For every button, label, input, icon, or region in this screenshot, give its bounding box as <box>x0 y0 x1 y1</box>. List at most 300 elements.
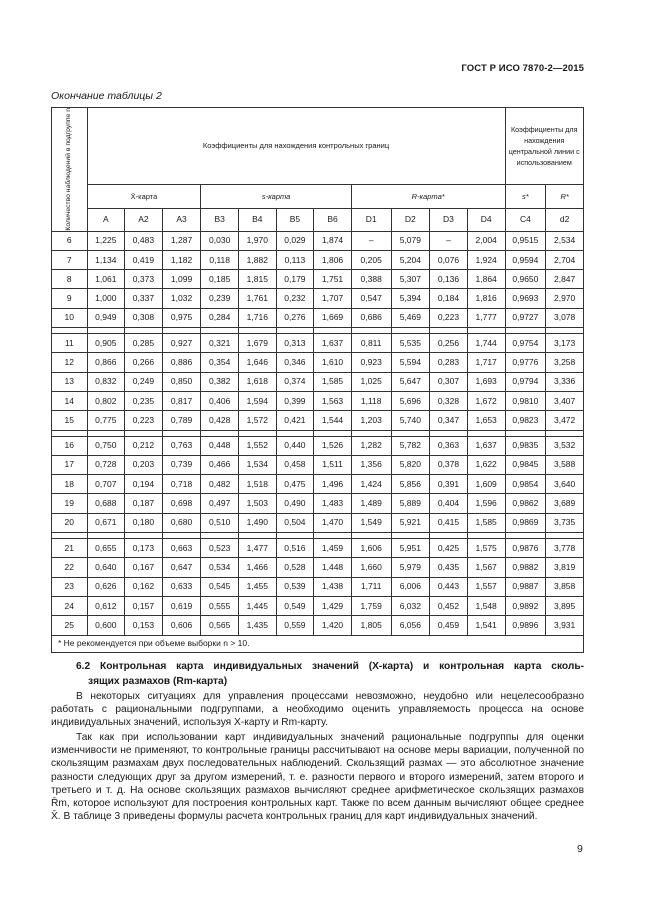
value-cell: 2,847 <box>546 270 584 289</box>
value-cell: 0,9727 <box>505 308 546 327</box>
value-cell: 0,707 <box>87 475 125 494</box>
value-cell: 1,777 <box>467 308 505 327</box>
value-cell: 0,406 <box>201 391 239 410</box>
value-cell: 0,346 <box>276 353 314 372</box>
value-cell: 0,428 <box>201 411 239 430</box>
value-cell: 0,347 <box>430 411 468 430</box>
value-cell: 3,689 <box>546 494 584 513</box>
value-cell: 5,889 <box>391 494 430 513</box>
value-cell: 1,534 <box>239 455 277 474</box>
value-cell: 0,284 <box>201 308 239 327</box>
value-cell: 2,004 <box>467 231 505 250</box>
value-cell: 0,354 <box>201 353 239 372</box>
value-cell: 6,006 <box>391 577 430 596</box>
s-chart-header: s-карта <box>201 184 351 208</box>
value-cell: 1,549 <box>351 513 391 532</box>
value-cell: 0,308 <box>125 308 163 327</box>
value-cell: 1,459 <box>314 539 352 558</box>
value-cell: 0,167 <box>125 558 163 577</box>
value-cell: 0,811 <box>351 334 391 353</box>
row-n-cell: 10 <box>52 308 88 327</box>
value-cell: 0,435 <box>430 558 468 577</box>
value-cell: 1,489 <box>351 494 391 513</box>
value-cell: 0,9650 <box>505 270 546 289</box>
value-cell: 1,596 <box>467 494 505 513</box>
value-cell: 0,283 <box>430 353 468 372</box>
value-cell: 1,716 <box>239 308 277 327</box>
value-cell: 0,076 <box>430 250 468 269</box>
value-cell: 0,030 <box>201 231 239 250</box>
value-cell: 1,622 <box>467 455 505 474</box>
value-cell: 0,153 <box>125 616 163 635</box>
table-row <box>52 270 584 289</box>
value-cell: 0,763 <box>162 436 201 455</box>
value-cell: 0,640 <box>87 558 125 577</box>
table-row <box>52 436 584 455</box>
value-cell: 0,184 <box>430 289 468 308</box>
value-cell: 5,307 <box>391 270 430 289</box>
value-cell: 0,382 <box>201 372 239 391</box>
value-cell: 0,671 <box>87 513 125 532</box>
row-n-cell: 15 <box>52 411 88 430</box>
table-row <box>52 308 584 327</box>
value-cell: 0,374 <box>276 372 314 391</box>
value-cell: 0,547 <box>351 289 391 308</box>
value-cell: 1,717 <box>467 353 505 372</box>
value-cell: 0,647 <box>162 558 201 577</box>
value-cell: 0,905 <box>87 334 125 353</box>
table-row <box>52 455 584 474</box>
value-cell: 0,162 <box>125 577 163 596</box>
column-symbol: B6 <box>314 208 352 231</box>
row-n-cell: 16 <box>52 436 88 455</box>
value-cell: 2,970 <box>546 289 584 308</box>
value-cell: 0,9810 <box>505 391 546 410</box>
row-n-cell: 8 <box>52 270 88 289</box>
value-cell: 1,511 <box>314 455 352 474</box>
value-cell: 0,9776 <box>505 353 546 372</box>
value-cell: 0,600 <box>87 616 125 635</box>
value-cell: 0,619 <box>162 596 201 615</box>
value-cell: 0,9882 <box>505 558 546 577</box>
table-row <box>52 616 584 635</box>
value-cell: 0,328 <box>430 391 468 410</box>
value-cell: 1,466 <box>239 558 277 577</box>
column-symbol: D1 <box>351 208 391 231</box>
value-cell: 0,448 <box>201 436 239 455</box>
value-cell: 0,404 <box>430 494 468 513</box>
value-cell: 1,424 <box>351 475 391 494</box>
value-cell: 6,032 <box>391 596 430 615</box>
column-symbol: A <box>87 208 125 231</box>
value-cell: 1,609 <box>467 475 505 494</box>
value-cell: 1,751 <box>314 270 352 289</box>
value-cell: 1,653 <box>467 411 505 430</box>
value-cell: 0,249 <box>125 372 163 391</box>
value-cell: 1,882 <box>239 250 277 269</box>
value-cell: 0,534 <box>201 558 239 577</box>
value-cell: 0,9835 <box>505 436 546 455</box>
value-cell: 1,496 <box>314 475 352 494</box>
value-cell: 5,856 <box>391 475 430 494</box>
value-cell: 1,282 <box>351 436 391 455</box>
column-symbol: A2 <box>125 208 163 231</box>
value-cell: 5,469 <box>391 308 430 327</box>
row-n-cell: 25 <box>52 616 88 635</box>
limits-group-header: Коэффициенты для нахождения контрольных границ <box>87 108 505 185</box>
value-cell: 0,475 <box>276 475 314 494</box>
value-cell: 0,549 <box>276 596 314 615</box>
table-caption: Окончание таблицы 2 <box>51 90 162 102</box>
value-cell: 0,698 <box>162 494 201 513</box>
column-symbol: d2 <box>546 208 584 231</box>
value-cell: 3,078 <box>546 308 584 327</box>
value-cell: 0,539 <box>276 577 314 596</box>
table-row <box>52 231 584 250</box>
column-symbol: C4 <box>505 208 546 231</box>
value-cell: 0,440 <box>276 436 314 455</box>
value-cell: 0,949 <box>87 308 125 327</box>
value-cell: 0,9892 <box>505 596 546 615</box>
value-cell: 1,744 <box>467 334 505 353</box>
section-title-line1: 6.2 Контрольная карта индивидуальных значений (X-карта) и контрольная карта сколь- <box>76 661 584 672</box>
value-cell: 1,585 <box>467 513 505 532</box>
value-cell: 1,429 <box>314 596 352 615</box>
value-cell: 0,490 <box>276 494 314 513</box>
value-cell: 1,490 <box>239 513 277 532</box>
value-cell: 5,535 <box>391 334 430 353</box>
value-cell: 0,388 <box>351 270 391 289</box>
value-cell: 0,378 <box>430 455 468 474</box>
section-title <box>76 659 584 689</box>
value-cell: 0,612 <box>87 596 125 615</box>
row-n-cell: 17 <box>52 455 88 474</box>
value-cell: 0,212 <box>125 436 163 455</box>
value-cell: 1,711 <box>351 577 391 596</box>
value-cell: 0,718 <box>162 475 201 494</box>
value-cell: 0,459 <box>430 616 468 635</box>
table-row <box>52 596 584 615</box>
value-cell: 1,637 <box>467 436 505 455</box>
value-cell: 0,482 <box>201 475 239 494</box>
value-cell: 0,633 <box>162 577 201 596</box>
value-cell: 3,931 <box>546 616 584 635</box>
standard-designation: ГОСТ Р ИСО 7870-2—2015 <box>461 63 584 74</box>
value-cell: 0,775 <box>87 411 125 430</box>
value-cell: 0,516 <box>276 539 314 558</box>
table-row <box>52 577 584 596</box>
value-cell: 0,655 <box>87 539 125 558</box>
value-cell: 0,9515 <box>505 231 546 250</box>
value-cell: 1,526 <box>314 436 352 455</box>
value-cell: 0,180 <box>125 513 163 532</box>
row-n-cell: 12 <box>52 353 88 372</box>
value-cell: 0,391 <box>430 475 468 494</box>
paragraph-2: Так как при использовании карт индивидуальных значений рациональные подгруппы для оценки изменчивости не применяют, то контрольные границы рассчитывают на основе меры вариации, полученной по скользящим размахам двух последовательных наблюдений. Скользящий размах — это абсолютное значение разности следующих друг за другом измерений, т. е. разности первого и второго измерений, затем второго и третьего и т. д. На основе скользящих размахов вычисляют среднее арифметическое скользящих размахов R̄m, которое используют для построения контрольных карт. Также по всем данным вычисляют общее среднее X̄. В таблице 3 приведены формулы расчета контрольных границ для карт индивидуальных значений. <box>51 732 584 823</box>
column-symbol: B3 <box>201 208 239 231</box>
value-cell: 1,544 <box>314 411 352 430</box>
value-cell: 0,266 <box>125 353 163 372</box>
table-row <box>52 372 584 391</box>
value-cell: 0,555 <box>201 596 239 615</box>
value-cell: 3,895 <box>546 596 584 615</box>
value-cell: 0,9845 <box>505 455 546 474</box>
value-cell: 1,552 <box>239 436 277 455</box>
table-footnote: * Не рекомендуется при объеме выборки n > 10. <box>52 635 584 652</box>
row-n-cell: 18 <box>52 475 88 494</box>
value-cell: 1,672 <box>467 391 505 410</box>
value-cell: 5,394 <box>391 289 430 308</box>
s-star-header: s* <box>505 184 546 208</box>
value-cell: 0,975 <box>162 308 201 327</box>
value-cell: 0,886 <box>162 353 201 372</box>
value-cell: 0,443 <box>430 577 468 596</box>
value-cell: 0,113 <box>276 250 314 269</box>
value-cell: 0,425 <box>430 539 468 558</box>
value-cell: 0,9594 <box>505 250 546 269</box>
value-cell: 0,663 <box>162 539 201 558</box>
value-cell: 0,239 <box>201 289 239 308</box>
value-cell: 0,9854 <box>505 475 546 494</box>
table-row <box>52 411 584 430</box>
value-cell: 0,9896 <box>505 616 546 635</box>
value-cell: 1,435 <box>239 616 277 635</box>
row-n-cell: 21 <box>52 539 88 558</box>
value-cell: 0,415 <box>430 513 468 532</box>
value-cell: 3,858 <box>546 577 584 596</box>
value-cell: 3,336 <box>546 372 584 391</box>
column-symbol: D4 <box>467 208 505 231</box>
value-cell: 3,407 <box>546 391 584 410</box>
value-cell: 0,789 <box>162 411 201 430</box>
table-body <box>52 231 584 635</box>
value-cell: 2,534 <box>546 231 584 250</box>
value-cell: 1,503 <box>239 494 277 513</box>
value-cell: 5,951 <box>391 539 430 558</box>
value-cell: 1,470 <box>314 513 352 532</box>
value-cell: 3,819 <box>546 558 584 577</box>
value-cell: 1,518 <box>239 475 277 494</box>
value-cell: 0,9693 <box>505 289 546 308</box>
value-cell: 1,610 <box>314 353 352 372</box>
value-cell: 0,686 <box>351 308 391 327</box>
value-cell: 1,483 <box>314 494 352 513</box>
value-cell: 0,421 <box>276 411 314 430</box>
value-cell: 2,704 <box>546 250 584 269</box>
value-cell: 0,337 <box>125 289 163 308</box>
value-cell: 1,761 <box>239 289 277 308</box>
value-cell: 0,373 <box>125 270 163 289</box>
value-cell: 3,588 <box>546 455 584 474</box>
row-header-cell <box>52 108 88 232</box>
value-cell: 0,866 <box>87 353 125 372</box>
value-cell: 0,483 <box>125 231 163 250</box>
value-cell: 1,203 <box>351 411 391 430</box>
value-cell: 1,099 <box>162 270 201 289</box>
value-cell: 0,9876 <box>505 539 546 558</box>
row-n-cell: 6 <box>52 231 88 250</box>
value-cell: 0,399 <box>276 391 314 410</box>
value-cell: 1,575 <box>467 539 505 558</box>
row-n-cell: 22 <box>52 558 88 577</box>
table-row <box>52 334 584 353</box>
value-cell: 1,864 <box>467 270 505 289</box>
value-cell: 1,637 <box>314 334 352 353</box>
value-cell: 5,594 <box>391 353 430 372</box>
value-cell: 0,232 <box>276 289 314 308</box>
row-n-cell: 7 <box>52 250 88 269</box>
value-cell: 1,287 <box>162 231 201 250</box>
value-cell: 1,438 <box>314 577 352 596</box>
value-cell: 0,205 <box>351 250 391 269</box>
value-cell: 0,850 <box>162 372 201 391</box>
row-n-cell: 20 <box>52 513 88 532</box>
value-cell: 3,640 <box>546 475 584 494</box>
value-cell: 5,921 <box>391 513 430 532</box>
table-row <box>52 391 584 410</box>
value-cell: 5,647 <box>391 372 430 391</box>
value-cell: 0,235 <box>125 391 163 410</box>
value-cell: – <box>351 231 391 250</box>
row-n-cell: 9 <box>52 289 88 308</box>
value-cell: 0,285 <box>125 334 163 353</box>
value-cell: 0,173 <box>125 539 163 558</box>
value-cell: 0,9794 <box>505 372 546 391</box>
value-cell: 0,728 <box>87 455 125 474</box>
row-n-cell: 11 <box>52 334 88 353</box>
value-cell: 0,802 <box>87 391 125 410</box>
value-cell: 1,420 <box>314 616 352 635</box>
table-row <box>52 539 584 558</box>
value-cell: 1,759 <box>351 596 391 615</box>
value-cell: 0,832 <box>87 372 125 391</box>
value-cell: 5,979 <box>391 558 430 577</box>
value-cell: 1,693 <box>467 372 505 391</box>
value-cell: 0,466 <box>201 455 239 474</box>
value-cell: 0,923 <box>351 353 391 372</box>
column-symbol: B4 <box>239 208 277 231</box>
value-cell: 0,363 <box>430 436 468 455</box>
value-cell: 1,025 <box>351 372 391 391</box>
value-cell: 5,820 <box>391 455 430 474</box>
value-cell: 1,874 <box>314 231 352 250</box>
value-cell: 0,750 <box>87 436 125 455</box>
value-cell: 0,321 <box>201 334 239 353</box>
value-cell: 1,477 <box>239 539 277 558</box>
r-star-header: R* <box>546 184 584 208</box>
value-cell: 0,606 <box>162 616 201 635</box>
value-cell: 3,735 <box>546 513 584 532</box>
value-cell: 0,313 <box>276 334 314 353</box>
page-number: 9 <box>577 843 583 855</box>
value-cell: 0,9862 <box>505 494 546 513</box>
value-cell: 1,660 <box>351 558 391 577</box>
value-cell: 0,029 <box>276 231 314 250</box>
value-cell: 1,548 <box>467 596 505 615</box>
value-cell: 0,565 <box>201 616 239 635</box>
table-row <box>52 513 584 532</box>
value-cell: 1,541 <box>467 616 505 635</box>
value-cell: 0,223 <box>430 308 468 327</box>
table-row <box>52 353 584 372</box>
column-symbol: D3 <box>430 208 468 231</box>
value-cell: 0,276 <box>276 308 314 327</box>
value-cell: 0,185 <box>201 270 239 289</box>
value-cell: 3,258 <box>546 353 584 372</box>
value-cell: 0,9754 <box>505 334 546 353</box>
value-cell: 0,504 <box>276 513 314 532</box>
value-cell: 0,739 <box>162 455 201 474</box>
value-cell: 1,445 <box>239 596 277 615</box>
value-cell: 0,136 <box>430 270 468 289</box>
value-cell: 1,182 <box>162 250 201 269</box>
value-cell: 0,452 <box>430 596 468 615</box>
paragraph-1: В некоторых ситуациях для управления процессами невозможно, неудобно или нецелесообразно работать с рациональными подгруппами, а необходимо оценить управляемость процесса на основе индивидуальных значений, используя X-карту и Rm-карту. <box>51 691 584 729</box>
value-cell: 0,419 <box>125 250 163 269</box>
value-cell: 1,679 <box>239 334 277 353</box>
value-cell: 1,585 <box>314 372 352 391</box>
value-cell: 0,256 <box>430 334 468 353</box>
row-header-label: Количество наблюдений в подгруппе n <box>65 108 73 231</box>
value-cell: 1,567 <box>467 558 505 577</box>
value-cell: 1,707 <box>314 289 352 308</box>
value-cell: 5,079 <box>391 231 430 250</box>
value-cell: 0,203 <box>125 455 163 474</box>
table-row <box>52 475 584 494</box>
table-row <box>52 250 584 269</box>
row-n-cell: 19 <box>52 494 88 513</box>
table-row <box>52 558 584 577</box>
coefficients-table <box>51 107 584 653</box>
value-cell: 0,9887 <box>505 577 546 596</box>
value-cell: 1,572 <box>239 411 277 430</box>
value-cell: 1,225 <box>87 231 125 250</box>
value-cell: 1,134 <box>87 250 125 269</box>
value-cell: 5,696 <box>391 391 430 410</box>
value-cell: 3,173 <box>546 334 584 353</box>
value-cell: 0,194 <box>125 475 163 494</box>
value-cell: 0,510 <box>201 513 239 532</box>
value-cell: 1,806 <box>314 250 352 269</box>
value-cell: 5,740 <box>391 411 430 430</box>
value-cell: 0,817 <box>162 391 201 410</box>
value-cell: 0,626 <box>87 577 125 596</box>
value-cell: 0,545 <box>201 577 239 596</box>
value-cell: 1,118 <box>351 391 391 410</box>
value-cell: 0,559 <box>276 616 314 635</box>
column-symbol: A3 <box>162 208 201 231</box>
value-cell: 0,118 <box>201 250 239 269</box>
center-group-header: Коэффициенты для нахождения центральной линии с использованием <box>505 108 584 185</box>
value-cell: 0,157 <box>125 596 163 615</box>
value-cell: 6,056 <box>391 616 430 635</box>
row-n-cell: 23 <box>52 577 88 596</box>
value-cell: 0,458 <box>276 455 314 474</box>
value-cell: 0,187 <box>125 494 163 513</box>
value-cell: 1,356 <box>351 455 391 474</box>
value-cell: 1,455 <box>239 577 277 596</box>
value-cell: 1,646 <box>239 353 277 372</box>
value-cell: 3,532 <box>546 436 584 455</box>
section-title-line2: зящих размахов (Rm-карта) <box>88 676 228 687</box>
value-cell: 1,448 <box>314 558 352 577</box>
column-symbol: D2 <box>391 208 430 231</box>
value-cell: 1,815 <box>239 270 277 289</box>
xbar-chart-header: X̄-карта <box>87 184 201 208</box>
value-cell: 5,204 <box>391 250 430 269</box>
value-cell: 5,782 <box>391 436 430 455</box>
row-n-cell: 24 <box>52 596 88 615</box>
